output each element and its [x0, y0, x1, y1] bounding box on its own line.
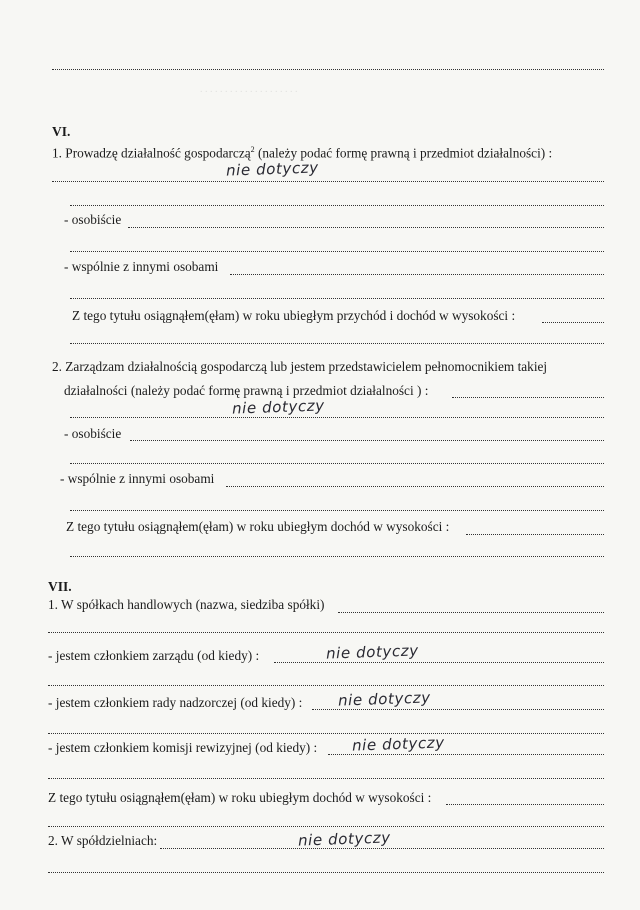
- bleed-through-text: . . . . . . . . . . . . . . . . . . . .: [200, 84, 298, 95]
- vii-board-line: [274, 662, 604, 663]
- vi-item1-personal-line: [128, 227, 604, 228]
- vi-item1-text-rest: (należy podać formę prawną i przedmiot działalności) :: [254, 145, 553, 161]
- vii-item2-answer: nie dotyczy: [297, 828, 392, 850]
- vii-audit-line: [328, 754, 604, 755]
- vi-item2-income-text: Z tego tytułu osiągnąłem(ęłam) w roku ubiegłym dochód w wysokości :: [66, 519, 450, 534]
- vii-item1-income-line: [446, 804, 604, 805]
- vii-item1-label: 1. W spółkach handlowych (nazwa, siedziba spółki): [48, 597, 325, 612]
- vi-item2-joint-label: - wspólnie z innymi osobami: [60, 471, 215, 486]
- vii-board-answer: nie dotyczy: [325, 641, 420, 663]
- vii-item2-label: 2. W spółdzielniach:: [48, 833, 158, 848]
- vi-item2-line2-dots: [452, 397, 604, 398]
- vii-item2-line: [160, 848, 604, 849]
- vii-board-label: - jestem członkiem zarządu (od kiedy) :: [48, 648, 260, 663]
- vi-item1-joint-line-2: [70, 298, 604, 299]
- vi-item2-personal-line-2: [70, 463, 604, 464]
- vi-item2-line2: działalności (należy podać formę prawną i przedmiot działalności ) :: [64, 383, 429, 398]
- vi-item2-personal-line: [130, 440, 604, 441]
- section-vii-heading: VII.: [48, 579, 72, 594]
- vii-supervisory-answer: nie dotyczy: [337, 688, 432, 710]
- vi-item2-personal-label: - osobiście: [64, 426, 122, 441]
- vii-item2-line-2: [48, 872, 604, 873]
- vi-item1-income-line-2: [70, 343, 604, 344]
- vi-item1-income-text: Z tego tytułu osiągnąłem(ęłam) w roku ubiegłym przychód i dochód w wysokości :: [72, 308, 516, 323]
- vi-item1-joint-line: [230, 274, 604, 275]
- section-vi-heading: VI.: [52, 124, 71, 139]
- vi-item1-income-line: [542, 322, 604, 323]
- vi-item2-line1: 2. Zarządzam działalnością gospodarczą lub jestem przedstawicielem pełnomocnikiem takiej: [52, 359, 548, 374]
- vii-board-line-2: [48, 685, 604, 686]
- vi-item1-text: 1. Prowadzę działalność gospodarczą: [52, 145, 251, 161]
- vii-audit-line-2: [48, 778, 604, 779]
- vii-item1-line-2: [48, 632, 604, 633]
- vi-item2-answer-line: [70, 417, 604, 418]
- vii-item1-income-text: Z tego tytułu osiągnąłem(ęłam) w roku ubiegłym dochód w wysokości :: [48, 790, 432, 805]
- vi-item2-income-line-2: [70, 556, 604, 557]
- top-dotted-line: [52, 69, 604, 70]
- vii-supervisory-label: - jestem członkiem rady nadzorczej (od kiedy) :: [48, 695, 303, 710]
- vi-item1-personal-line-2: [70, 251, 604, 252]
- vii-item1-label-line: [338, 612, 604, 613]
- vii-supervisory-line-2: [48, 733, 604, 734]
- vi-item2-income-line: [466, 534, 604, 535]
- vi-item1-joint-label: - wspólnie z innymi osobami: [64, 259, 219, 274]
- vi-item1-line-1: [52, 181, 604, 182]
- vii-audit-answer: nie dotyczy: [351, 733, 446, 755]
- vi-item2-joint-line-2: [70, 510, 604, 511]
- vi-footnote-mark: 2: [250, 145, 255, 154]
- vi-item1-answer: nie dotyczy: [225, 158, 320, 180]
- vii-item1-income-line-2: [48, 826, 604, 827]
- vi-item2-answer: nie dotyczy: [231, 396, 326, 418]
- vii-supervisory-line: [312, 709, 604, 710]
- vi-item2-joint-line: [226, 486, 604, 487]
- vi-item1-personal-label: - osobiście: [64, 212, 122, 227]
- vii-audit-label: - jestem członkiem komisji rewizyjnej (od kiedy) :: [48, 740, 318, 755]
- vi-item1-line-2: [70, 205, 604, 206]
